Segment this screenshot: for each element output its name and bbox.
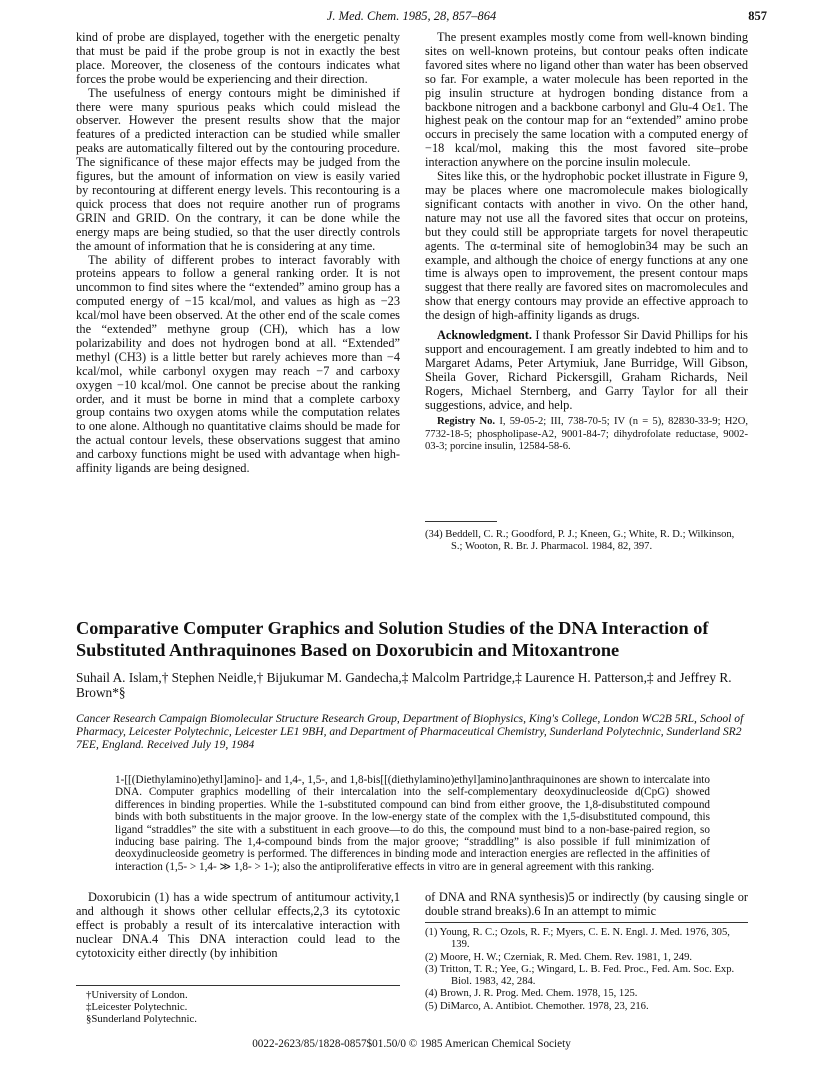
reference-item: (3) Tritton, T. R.; Yee, G.; Wingard, L. B. Fed. Proc., Fed. Am. Soc. Exp. Biol. 1983, 42, 284. bbox=[425, 963, 735, 988]
reference-item: (2) Moore, H. W.; Czerniak, R. Med. Chem. Rev. 1981, 1, 249. bbox=[425, 951, 693, 963]
registry-numbers bbox=[425, 416, 748, 453]
reference-item: (4) Brown, J. R. Prog. Med. Chem. 1978, 15, 125. bbox=[425, 988, 638, 1000]
registry-label: Registry No. bbox=[437, 416, 496, 428]
acknowledgment-label: Acknowledgment. bbox=[437, 328, 532, 343]
reference-34: (34) Beddell, C. R.; Goodford, P. J.; Kneen, G.; White, R. D.; Wilkinson, S.; Wooton, R. Br. J. Pharmacol. 1984, 82, 397. bbox=[425, 529, 735, 553]
footnote: ‡Leicester Polytechnic. bbox=[86, 1001, 188, 1014]
running-header: J. Med. Chem. 1985, 28, 857–864 bbox=[326, 9, 497, 23]
reference-34-block bbox=[425, 529, 748, 554]
left-column-top bbox=[76, 31, 400, 476]
reference-divider bbox=[425, 521, 497, 522]
reference-item: (1) Young, R. C.; Ozols, R. F.; Myers, C. E. N. Engl. J. Med. 1976, 305, 139. bbox=[425, 927, 730, 951]
paragraph: Doxorubicin (1) has a wide spectrum of antitumour activity,1 and although it shows other cellular effects,2,3 its cytotoxic effect is probably a result of its intercalative interaction with nuclear DNA.4 This DNA interaction could lead to the cytotoxicity either directly (by inhibition bbox=[76, 890, 400, 960]
body-left-column bbox=[76, 891, 400, 961]
footnote: †University of London. bbox=[86, 989, 188, 1001]
footnote: §Sunderland Polytechnic. bbox=[86, 1013, 197, 1026]
references-block bbox=[425, 927, 748, 1013]
footnotes-block bbox=[86, 989, 386, 1026]
abstract-block bbox=[115, 774, 710, 873]
abstract: 1-[[(Diethylamino)ethyl]amino]- and 1,4-, 1,5-, and 1,8-bis[[(diethylamino)ethyl]amino]anthraquinones are shown to intercalate into DNA. Computer graphics modelling of their intercalation into the self-complementary deoxydinucleoside d(CpG) showed differences in binding properties. While the 1-substituted compound can bind from either groove, the 1,8-disubstituted compound binds with both substituents in the major groove. In the low-energy state of the complex with the 1,5-disubstituted compound, this ligand “straddles” the site with a substituent in each groove—to do this, the compound must bind to a non-base-paired region, so inducing base pairing. The 1,4-compound binds from the major groove; “straddling” is also possible if full minimization of deoxydinucleoside geometry is performed. The differences in binding mode and interaction energies are reflected in the affinities of interaction (1,5- > 1,4- ≫ 1,8- > 1-); also the antiproliferative effects in vitro are in general agreement with this ranking. bbox=[115, 774, 710, 873]
paragraph: Sites like this, or the hydrophobic pocket illustrate in Figure 9, may be places where one macromolecule makes biologically significant contacts with another in vivo. On the other hand, nature may not use all the favored sites that occur on proteins, but they could still be appropriate targets for novel therapeutic agents. The α-terminal site of hemoglobin34 may be such an example, and although the choice of energy functions at any one time is always open to improvement, the present contour maps suggest that there really are favored sites on macromolecules and show that energy contours may provide an effective approach to the design of high-affinity ligands as drugs. bbox=[425, 169, 748, 323]
references-divider bbox=[425, 922, 748, 923]
paragraph: kind of probe are displayed, together with the energetic penalty that must be paid if the probe group is not in exactly the best place. Moreover, the closeness of the contours indicates what forces the probe would be experiencing and their direction. bbox=[76, 30, 400, 86]
registry-text: I, 59-05-2; III, 738-70-5; IV (n = 5), 82830-33-9; H2O, 7732-18-5; phospholipase-A2, 9001-84-7; dihydrofolate reductase, 9002-03-3; porcine insulin, 12584-58-6. bbox=[425, 416, 748, 453]
footnote-divider bbox=[76, 985, 400, 986]
acknowledgment bbox=[425, 329, 748, 412]
paragraph: of DNA and RNA synthesis)5 or indirectly (by causing single or double strand breaks).6 In an attempt to mimic bbox=[425, 890, 748, 918]
authors: Suhail A. Islam,† Stephen Neidle,† Bijukumar M. Gandecha,‡ Malcolm Partridge,‡ Laurence H. Patterson,‡ and Jeffrey R. Brown*§ bbox=[76, 670, 732, 700]
affiliation-block bbox=[76, 712, 748, 751]
article-title: Comparative Computer Graphics and Solution Studies of the DNA Interaction of Substituted Anthraquinones Based on Doxorubicin and Mitoxantrone bbox=[76, 618, 709, 660]
copyright-footer: 0022-2623/85/1828-0857$01.50/0 © 1985 American Chemical Society bbox=[252, 1038, 571, 1050]
article-title-block bbox=[76, 617, 756, 661]
right-column-top bbox=[425, 31, 748, 454]
paragraph: The present examples mostly come from well-known binding sites on well-known proteins, but contour peaks often indicate favored sites where no ligand other than water has been observed so far. For example, a water molecule has been reported in the pig insulin structure at hydrogen bonding distance from a backbone nitrogen and a backbone carbonyl and Glu-4 Oε1. The highest peak on the contour map for an “extended” amino probe occurs in precisely the same location with a computed energy of −18 kcal/mol, making this the most favored site–probe interaction anywhere on the porcine insulin molecule. bbox=[425, 30, 748, 170]
body-right-column bbox=[425, 891, 748, 919]
paragraph: The usefulness of energy contours might be diminished if there were many spurious peaks which could mislead the observer. However the present results show that the major features of a predicted interaction can be studied while smaller peaks are automatically filtered out by the contouring procedure. The significance of these major effects may be judged from the figures, but the amount of information on view is easily varied by recontouring at different energy levels. This recontouring is a quick process that does not require another run of programs GRIN and GRID. On the contrary, it can be done while the energy maps are being studied, so that the user directly controls the amount of information that he is considering at any time. bbox=[76, 85, 400, 253]
paragraph: The ability of different probes to interact favorably with proteins appears to follow a general ranking order. It is not uncommon to find sites where the “extended” amino group has a computed energy of −15 kcal/mol, and values as high as −23 kcal/mol have been observed. At the other end of the scale comes the “extended” methyne group (CH), which has a low polarizability and does not hydrogen bond at all. “Extended” methyl (CH3) is a little better but rarely achieves more than −4 kcal/mol, while carbonyl oxygen may reach −7 and carboxy oxygen −10 kcal/mol. One cannot be precise about the ranking order, and it must be borne in mind that a complete carboxy group contains two oxygen atoms while the computation relates to one alone. Although no quantitative claims should be made for the actual contour levels, these observations suggest that amino and carboxy functions might be used with advantage when high-affinity ligands are being designed. bbox=[76, 252, 400, 476]
acknowledgment-text: I thank Professor Sir David Phillips for his support and encouragement. I am greatly indebted to him and to Margaret Adams, Peter Artymiuk, Jane Burridge, Will Gibson, Sheila Gover, Richard Pickersgill, Graham Richards, Neil Rogers, Michael Sternberg, and Garry Taylor for all their suggestions, advice, and help. bbox=[425, 328, 748, 412]
page-number: 857 bbox=[748, 9, 767, 23]
authors-block bbox=[76, 670, 748, 700]
affiliation: Cancer Research Campaign Biomolecular Structure Research Group, Department of Biophysics, King's College, London WC2B 5RL, School of Pharmacy, Leicester Polytechnic, Leicester LE1 9BH, and Department of Pharmaceutical Chemistry, Sunderland Polytechnic, Sunderland SR2 7EE, England. Received July 19, 1984 bbox=[76, 712, 744, 751]
reference-item: (5) DiMarco, A. Antibiot. Chemother. 1978, 23, 216. bbox=[425, 1000, 649, 1012]
